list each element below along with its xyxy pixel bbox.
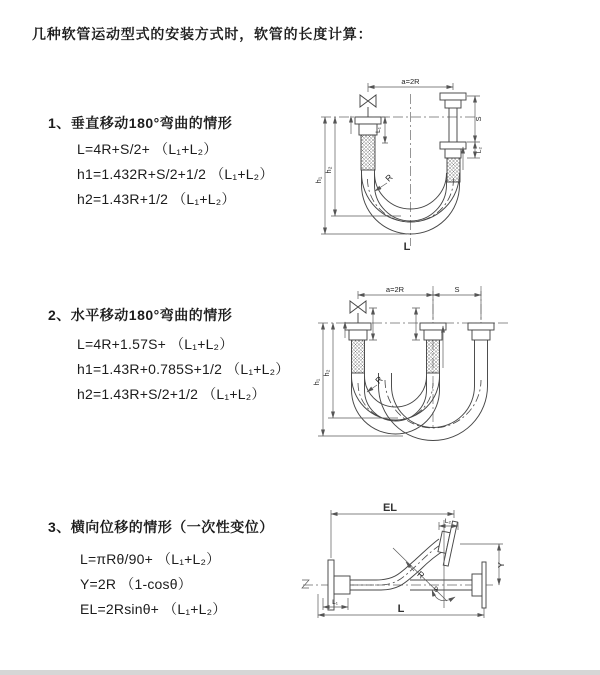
section-3-formula-Y: Y=2R （1-cosθ） [80,576,192,592]
dimension-a2r [358,285,481,320]
dimension-l1 [323,598,348,610]
braided-section [427,340,440,373]
s-curve-hose [350,539,445,590]
dimension-a2r [368,77,453,92]
valve-icon [350,301,366,323]
section-2-formula-L: L=4R+1.57S+ （L₁+L₂） [77,336,234,352]
section-1-formula-L: L=4R+S/2+ （L₁+L₂） [77,141,218,157]
dim-label-h1: h₁ [314,176,323,184]
page-title: 几种软管运动型式的安装方式时，软管的长度计算： [32,26,373,42]
section-2-formula-h2: h2=1.43R+S/2+1/2 （L₁+L₂） [77,386,266,402]
middle-end-fitting [420,323,446,373]
angle-theta [432,587,455,601]
dimension-s [467,96,483,142]
dimension-s [433,285,481,295]
length-label: L [397,603,405,615]
diagram-lateral-displacement [298,498,598,653]
section-1-formula-h1: h1=1.432R+S/2+1/2 （L₁+L₂） [77,166,274,182]
dim-label-s: S [474,116,483,122]
dimension-l2 [467,142,483,158]
dim-label-l2: L₂ [444,518,452,525]
dim-label-h2: h₂ [322,369,331,377]
dim-label-s: S [454,285,460,294]
radius-label: R [373,374,385,386]
angle-label: θ [434,587,438,594]
section-2-formula-h1: h1=1.43R+0.785S+1/2 （L₁+L₂） [77,361,290,377]
dim-label-el: EL [382,502,398,514]
dim-label-a2r: a=2R [401,77,420,86]
diagram-horizontal-180-bend [303,278,593,448]
centerlines [318,286,508,430]
dimension-el [331,502,454,558]
dim-label-l1: L₁ [375,127,382,133]
length-label: L [403,241,411,253]
dim-label-h1: h₁ [312,378,321,386]
section-3-formula-EL: EL=2Rsinθ+ （L₁+L₂） [80,601,227,617]
radius-label: R [383,172,395,184]
dim-label-l1: L₁ [332,599,338,606]
page-bottom-edge [0,670,600,675]
dim-label-h2: h₂ [324,166,333,174]
braided-section [361,135,375,170]
right-end-fitting [440,93,466,182]
section-3-heading: 3、横向位移的情形（一次性变位） [48,519,274,535]
braided-section [352,340,365,373]
dim-label-a2r: a=2R [385,285,405,294]
braided-section [447,158,460,182]
dim-label-l2: L₂ [476,146,483,154]
section-1-formula-h2: h2=1.43R+1/2 （L₁+L₂） [77,191,236,207]
dim-label-y: Y [496,562,506,568]
fitting-length-marks [369,308,420,340]
section-1-heading: 1、垂直移动180°弯曲的情形 [48,115,233,131]
radius-label: R [415,568,427,581]
section-2-heading: 2、水平移动180°弯曲的情形 [48,307,233,323]
left-end-fitting [355,117,381,170]
dimension-l [318,594,484,618]
valve-icon [360,95,376,117]
centerline-break-mark [302,580,309,588]
section-3-formula-L: L=πRθ/90+ （L₁+L₂） [80,551,221,567]
moved-end-fitting [468,323,494,340]
left-end-fitting [345,323,371,373]
radius-callout [367,374,385,392]
diagram-vertical-180-bend [303,70,568,260]
